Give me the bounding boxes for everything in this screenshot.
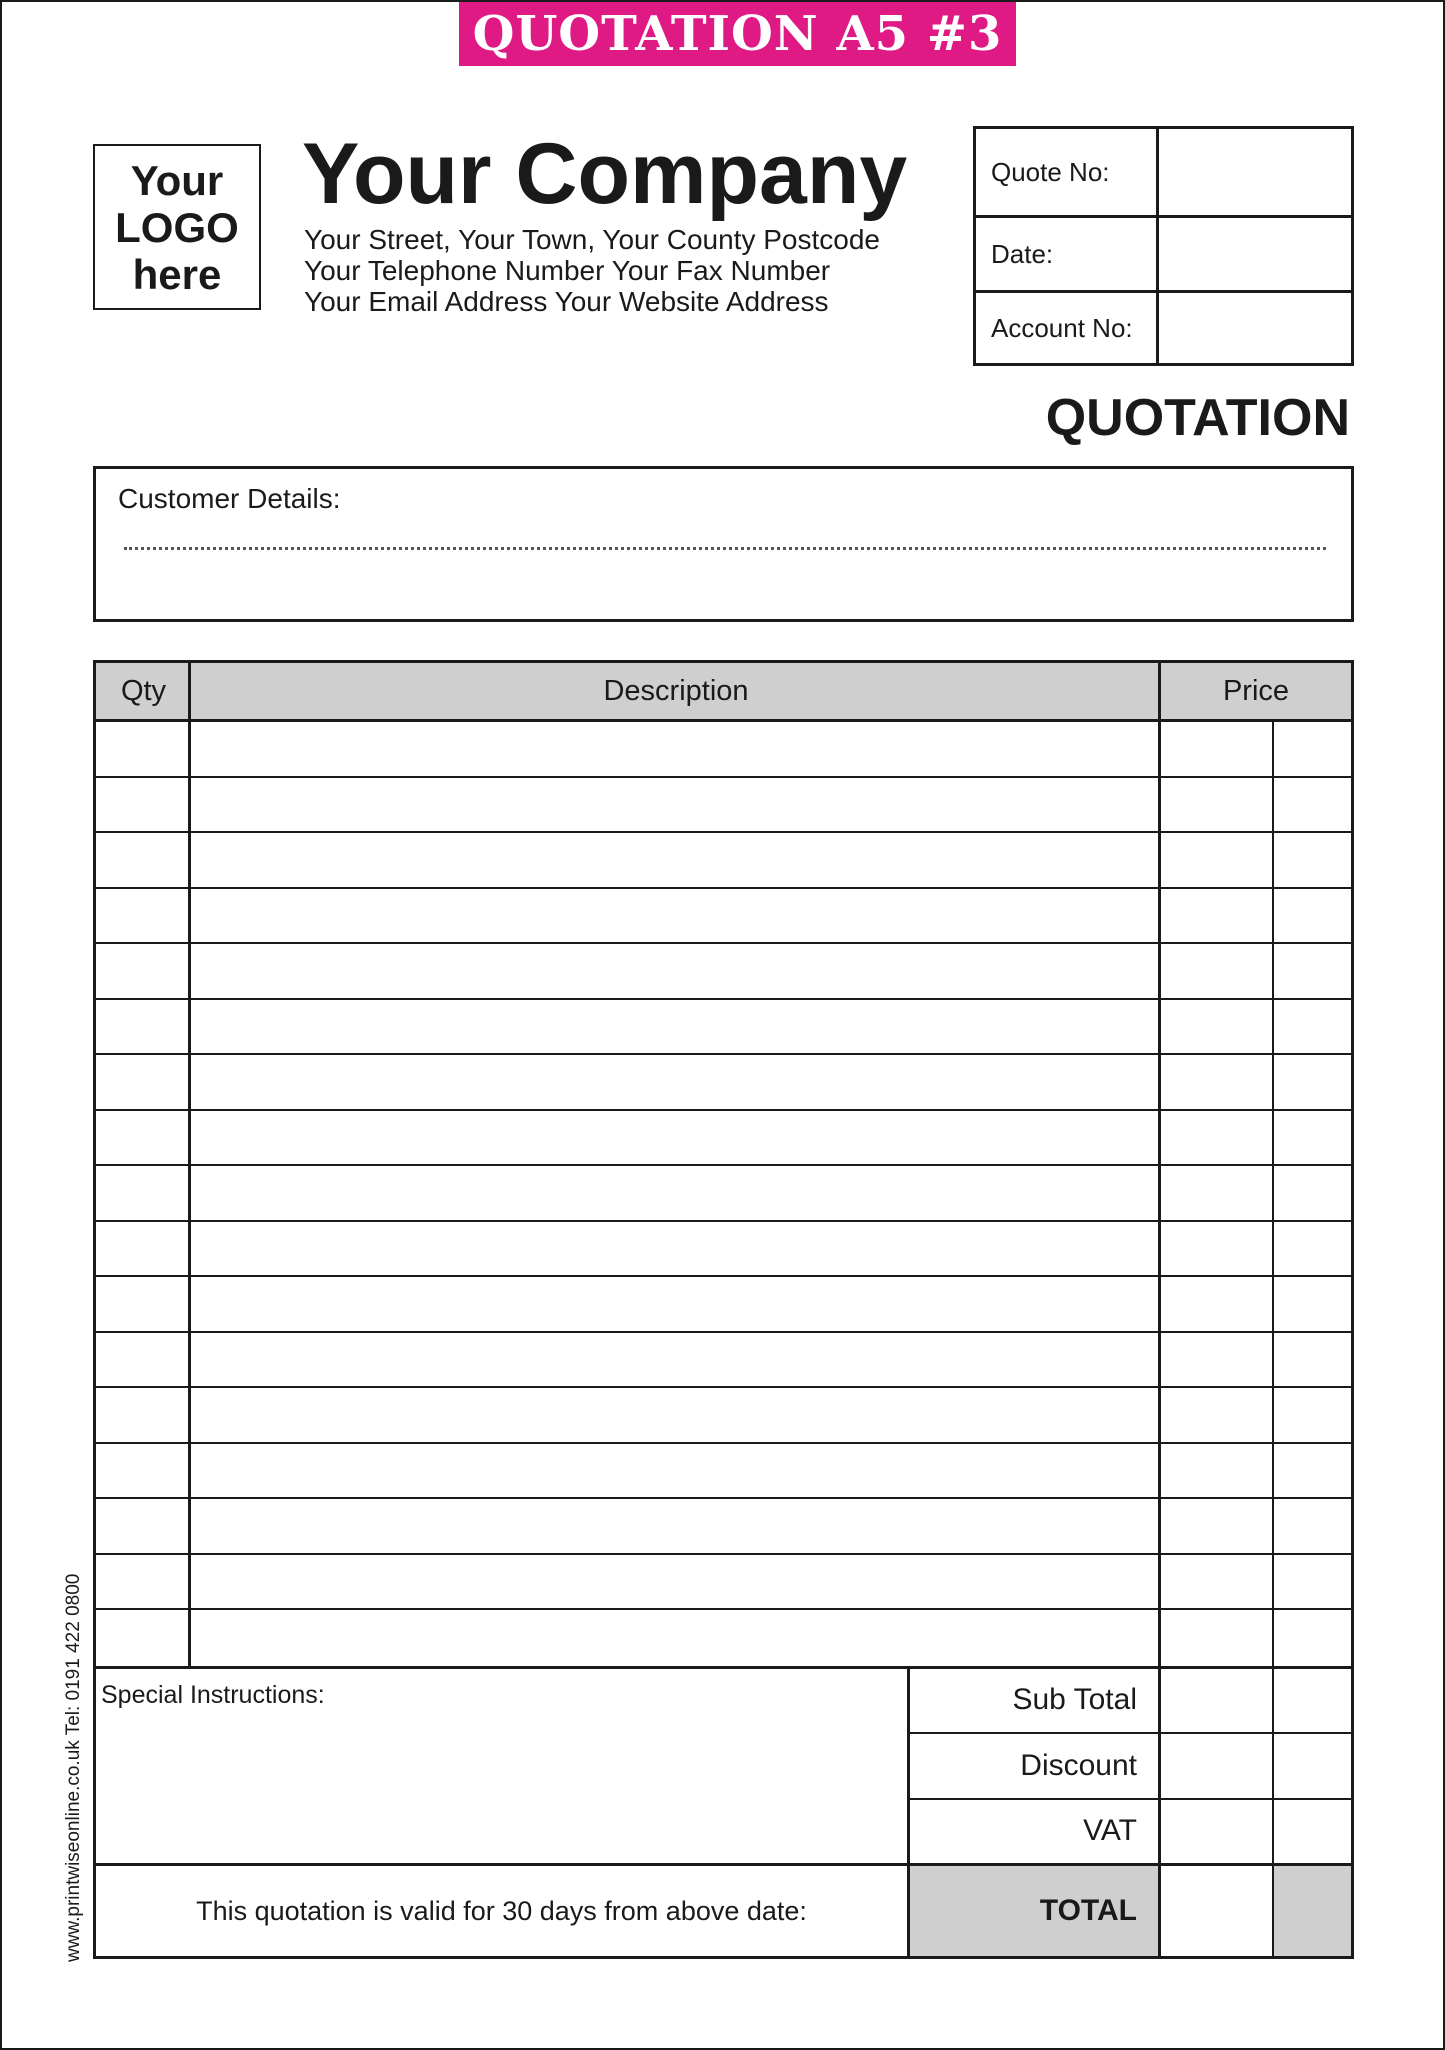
quotation-heading: QUOTATION — [1045, 389, 1350, 447]
table-row[interactable] — [96, 1111, 1351, 1167]
table-row[interactable] — [96, 1333, 1351, 1389]
form-banner: QUOTATION A5 #3 — [459, 2, 1016, 66]
qty-header: Qty — [96, 663, 191, 719]
quote-number-label: Quote No: — [991, 156, 1110, 187]
table-row[interactable] — [96, 889, 1351, 945]
logo-line-1: Your — [130, 156, 224, 204]
discount-divider — [907, 1798, 1351, 1800]
validity-note: This quotation is valid for 30 days from above date: — [196, 1896, 807, 1926]
total-pounds-cell[interactable] — [1161, 1866, 1272, 1956]
company-web: Your Email Address Your Website Address — [304, 286, 829, 317]
account-number-label: Account No: — [991, 312, 1133, 343]
price-header: Price — [1161, 663, 1351, 719]
printer-contact-text: www.printwiseonline.co.uk Tel: 0191 422 0800 — [63, 1573, 84, 1962]
quote-number-field[interactable] — [1156, 129, 1351, 215]
account-number-field[interactable] — [1156, 293, 1351, 363]
description-header: Description — [191, 663, 1161, 719]
total-pence-cell[interactable] — [1274, 1866, 1351, 1956]
table-row[interactable] — [96, 1499, 1351, 1555]
company-phone: Your Telephone Number Your Fax Number — [304, 255, 831, 286]
customer-dotted-line — [124, 547, 1326, 550]
table-row[interactable] — [96, 1277, 1351, 1333]
subtotal-divider — [907, 1732, 1351, 1734]
special-instructions-area[interactable] — [96, 1669, 907, 1863]
table-row[interactable] — [96, 1055, 1351, 1111]
items-table — [93, 660, 1354, 1959]
table-row[interactable] — [96, 1610, 1351, 1666]
total-label: TOTAL — [1039, 1894, 1137, 1927]
table-row[interactable] — [96, 1555, 1351, 1611]
table-row[interactable] — [96, 1388, 1351, 1444]
sub-total-label: Sub Total — [1012, 1683, 1137, 1716]
customer-details-label: Customer Details: — [118, 483, 341, 514]
logo-line-3: here — [132, 250, 222, 298]
customer-details-box[interactable] — [93, 466, 1354, 622]
vat-label: VAT — [1083, 1814, 1137, 1847]
table-row[interactable] — [96, 1166, 1351, 1222]
company-name: Your Company — [302, 126, 908, 222]
table-row[interactable] — [96, 1000, 1351, 1056]
discount-label: Discount — [1020, 1749, 1137, 1782]
company-address: Your Street, Your Town, Your County Postcode — [304, 224, 880, 255]
table-row[interactable] — [96, 833, 1351, 889]
table-row[interactable] — [96, 722, 1351, 778]
logo-line-2: LOGO — [115, 203, 239, 251]
date-field[interactable] — [1156, 218, 1351, 290]
table-row[interactable] — [96, 1444, 1351, 1500]
logo-placeholder — [93, 144, 261, 310]
date-row — [976, 218, 1351, 293]
account-number-row — [976, 293, 1351, 363]
quote-info-box — [973, 126, 1354, 366]
quote-number-row — [976, 129, 1351, 218]
table-row[interactable] — [96, 778, 1351, 834]
table-row[interactable] — [96, 944, 1351, 1000]
date-label: Date: — [991, 238, 1054, 269]
table-row[interactable] — [96, 1222, 1351, 1278]
special-instructions-label: Special Instructions: — [101, 1681, 325, 1709]
